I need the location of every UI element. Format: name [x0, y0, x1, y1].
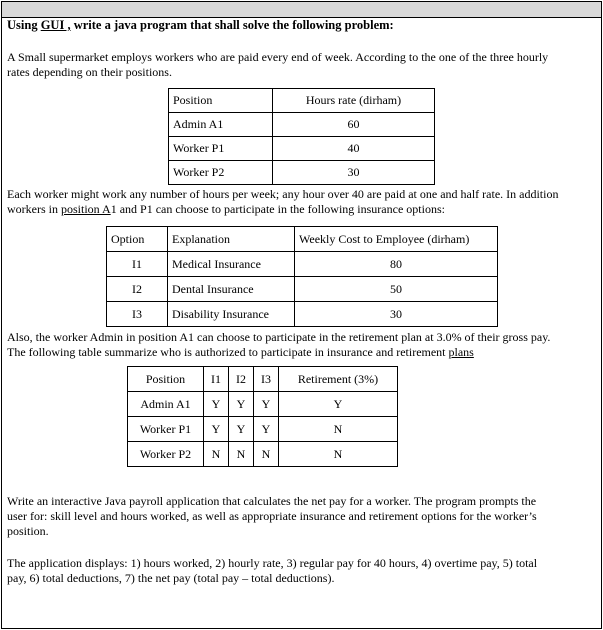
intro-line-2: rates depending on their positions. [7, 65, 172, 79]
table-cell: Y [254, 417, 279, 442]
table-cell: Worker P2 [128, 442, 204, 467]
table-cell: N [204, 442, 229, 467]
intro-line-1: A Small supermarket employs workers who are paid every end of week. According to the one of the three hourly [7, 50, 549, 64]
table-row [128, 442, 398, 467]
column-header: I1 [204, 367, 229, 392]
column-header: Explanation [168, 227, 295, 252]
insurance-table [106, 226, 498, 327]
task-line-1: Write an interactive Java payroll application that calculates the net pay for a worker. The program prompts the [7, 494, 537, 508]
table-header-row [169, 89, 435, 113]
column-header: Hours rate (dirham) [273, 89, 435, 113]
table-cell: Admin A1 [128, 392, 204, 417]
column-header: Weekly Cost to Employee (dirham) [295, 227, 498, 252]
column-header: Retirement (3%) [279, 367, 398, 392]
table-cell: N [254, 442, 279, 467]
table-cell: Medical Insurance [168, 252, 295, 277]
page-heading: Using GUI , write a java program that shall solve the following problem: [7, 18, 394, 32]
plans-link[interactable]: plans [448, 345, 474, 359]
column-header: I2 [229, 367, 254, 392]
table-cell: Dental Insurance [168, 277, 295, 302]
overtime-line-1: Each worker might work any number of hours per week; any hour over 40 are paid at one and half rate. In addition [7, 187, 559, 201]
table-cell: N [279, 442, 398, 467]
task-line-2: user for: skill level and hours worked, as well as appropriate insurance and retirement options for the worker’s [7, 509, 537, 523]
display-line-2: pay, 6) total deductions, 7) the net pay (total pay – total deductions). [7, 571, 335, 585]
table-cell: I3 [107, 302, 168, 327]
table-header-row [128, 367, 398, 392]
display-line-1: The application displays: 1) hours worked, 2) hourly rate, 3) regular pay for 40 hours, 4) overtime pay, 5) total [7, 556, 538, 570]
table-cell: N [279, 417, 398, 442]
rates-table [168, 88, 435, 185]
table-row [107, 252, 498, 277]
table-cell: 50 [295, 277, 498, 302]
task-line-3: position. [7, 524, 49, 538]
retirement-line-2: The following table summarize who is authorized to participate in insurance and retirement plans [7, 345, 474, 359]
column-header: Option [107, 227, 168, 252]
table-cell: Disability Insurance [168, 302, 295, 327]
table-cell: 30 [273, 161, 435, 185]
table-cell: I2 [107, 277, 168, 302]
table-cell: Admin A1 [169, 113, 273, 137]
table-cell: Worker P2 [169, 161, 273, 185]
table-row [169, 137, 435, 161]
table-row [128, 417, 398, 442]
table-cell: 60 [273, 113, 435, 137]
table-cell: Y [279, 392, 398, 417]
table-row [128, 392, 398, 417]
table-cell: Y [229, 392, 254, 417]
table-row [169, 161, 435, 185]
gui-link[interactable]: GUI , [40, 18, 71, 32]
table-cell: I1 [107, 252, 168, 277]
table-row [169, 113, 435, 137]
position-link[interactable]: position A [61, 202, 111, 216]
table-header-row [107, 227, 498, 252]
table-cell: N [229, 442, 254, 467]
table-cell: Worker P1 [169, 137, 273, 161]
table-cell: 80 [295, 252, 498, 277]
overtime-line-2: workers in position A1 and P1 can choose to participate in the following insurance options: [7, 202, 445, 216]
table-cell: Worker P1 [128, 417, 204, 442]
table-cell: Y [254, 392, 279, 417]
table-cell: 40 [273, 137, 435, 161]
column-header: I3 [254, 367, 279, 392]
column-header: Position [169, 89, 273, 113]
table-cell: Y [229, 417, 254, 442]
table-cell: Y [204, 417, 229, 442]
authorization-table [127, 366, 398, 467]
table-cell: 30 [295, 302, 498, 327]
retirement-line-1: Also, the worker Admin in position A1 can choose to participate in the retirement plan at 3.0% of their gross pay. [7, 330, 551, 344]
column-header: Position [128, 367, 204, 392]
table-row [107, 277, 498, 302]
table-cell: Y [204, 392, 229, 417]
table-row [107, 302, 498, 327]
